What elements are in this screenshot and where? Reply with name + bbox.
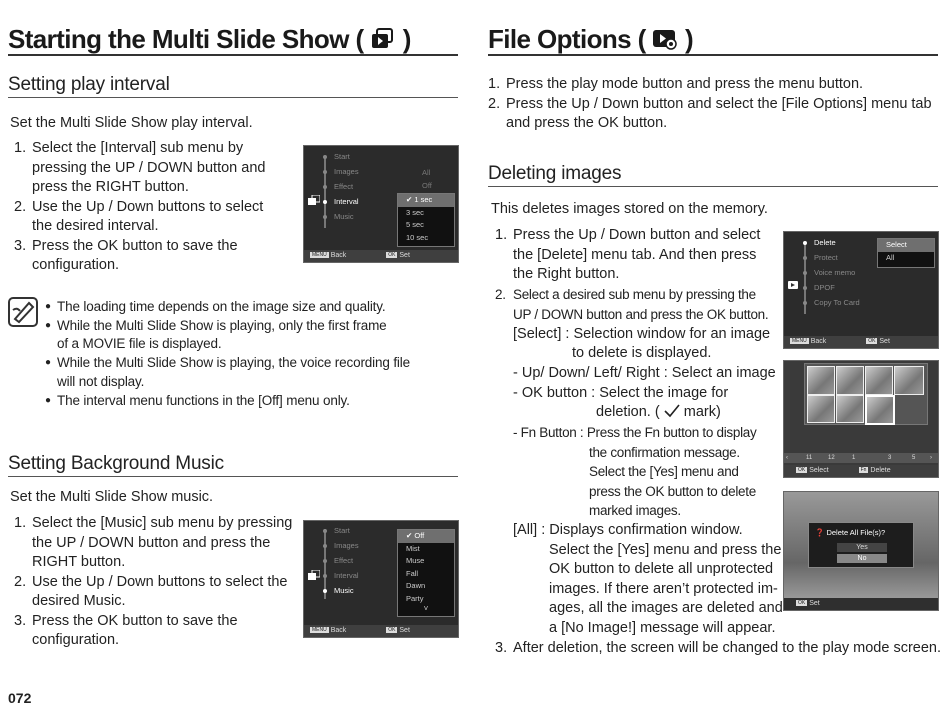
interval-steps xyxy=(14,139,299,276)
menu-dot xyxy=(803,301,807,305)
interval-options xyxy=(397,193,455,247)
screen-option-label: 5 sec xyxy=(406,220,424,229)
check-mark-icon xyxy=(664,404,684,420)
screen-option xyxy=(878,252,934,265)
step-line: Use the Up / Down buttons to select the xyxy=(32,573,288,590)
note-item xyxy=(45,298,455,317)
select-label: Select xyxy=(809,467,829,474)
note-line: of a MOVIE file is displayed. xyxy=(57,336,222,352)
thumbnail-grid xyxy=(804,363,928,425)
delete-step-2 xyxy=(495,285,785,324)
text-line: Select the [Yes] menu and xyxy=(589,464,739,479)
screen-option xyxy=(398,555,454,568)
step-item xyxy=(14,139,299,198)
no-option[interactable]: No xyxy=(837,554,887,563)
menu-key: MENU xyxy=(792,338,807,344)
screen-option-label: Select xyxy=(886,240,907,249)
menu-key: MENU xyxy=(312,252,327,258)
fn-description xyxy=(513,423,783,521)
step-item xyxy=(488,75,943,95)
step-line: the UP / DOWN button and press the xyxy=(32,534,271,551)
menu-dot xyxy=(323,215,327,219)
thumbnail xyxy=(894,366,924,395)
screen-option xyxy=(398,568,454,581)
note-icon xyxy=(8,297,38,332)
screen-menu-item: Interval xyxy=(334,571,359,580)
music-menu-screen xyxy=(303,520,459,638)
text-line: images. If there aren’t protected im- xyxy=(549,580,778,597)
menu-dot xyxy=(323,170,327,174)
step-line: Press the OK button to save the xyxy=(32,237,238,254)
step-line: desired Music. xyxy=(32,593,126,609)
screen-footer xyxy=(304,250,458,262)
text-line: [All] : Displays confirmation window. xyxy=(513,522,743,538)
screen-menu-item: Start xyxy=(334,152,350,161)
note-line: ● The interval menu functions in the [Off] menu only. xyxy=(57,392,350,408)
back-label: Back xyxy=(810,338,827,345)
step-number: 2. xyxy=(488,95,501,112)
right-page-title: File Options ( ) xyxy=(488,24,693,58)
heading-rule xyxy=(8,476,458,477)
screen-option xyxy=(398,194,454,207)
menu-dot xyxy=(323,574,327,578)
menu-dot xyxy=(803,256,807,260)
note-item xyxy=(45,354,455,391)
text-line: the confirmation message. xyxy=(589,444,740,460)
step-number: 1. xyxy=(14,140,27,156)
slide-show-tab-icon xyxy=(308,570,320,582)
screen-option xyxy=(398,219,454,232)
thumbnail xyxy=(836,366,864,395)
image-number: 3 xyxy=(888,455,892,461)
step-number: 2. xyxy=(495,287,506,302)
step-line: Select the [Interval] sub menu by xyxy=(32,140,244,156)
screen-option xyxy=(398,207,454,220)
check-icon: ✔ xyxy=(406,531,415,540)
ok-description-cont: deletion. ( mark) xyxy=(596,404,721,420)
step-number: 1. xyxy=(488,76,501,92)
step-line: and press the OK button. xyxy=(506,115,668,131)
set-label: Set xyxy=(399,252,410,259)
step-line: the Right button. xyxy=(513,266,620,282)
step-number: 3. xyxy=(495,640,508,656)
text-line: ages, all the images are deleted and xyxy=(549,600,783,616)
text-line: a [No Image!] message will appear. xyxy=(549,619,776,636)
step-line: Select the [Music] sub menu by pressing xyxy=(32,515,293,531)
step-number: 2. xyxy=(14,573,27,590)
ok-description: - OK button : Select the image for xyxy=(513,385,729,401)
screen-option-label: Fall xyxy=(406,568,419,578)
menu-dot xyxy=(803,241,807,245)
file-options-tab-icon xyxy=(788,280,800,292)
delete-step-1 xyxy=(495,226,785,285)
menu-dot xyxy=(323,589,327,593)
note-line: ● While the Multi Slide Show is playing, only the first frame xyxy=(57,317,387,333)
text-line: - Fn Button : Press the Fn button to display xyxy=(513,425,757,440)
menu-dot xyxy=(323,200,327,204)
screen-menu-item: Interval xyxy=(334,197,359,206)
interval-intro: Set the Multi Slide Show play interval. xyxy=(10,115,253,131)
music-heading: Setting Background Music xyxy=(8,453,224,474)
image-number: 1 xyxy=(852,455,856,461)
step-line: Press the play mode button and press the menu button. xyxy=(506,76,864,92)
ok-key: OK xyxy=(388,252,396,258)
screen-option-label: Mist xyxy=(406,543,420,553)
heading-rule xyxy=(488,186,938,187)
effect-value: Off xyxy=(422,181,432,190)
screen-menu-item: Protect xyxy=(814,253,838,262)
thumbnail-selected xyxy=(865,395,895,425)
chevron-down-icon: ˅ xyxy=(423,604,429,613)
screen-menu-item: Images xyxy=(334,541,359,550)
screen-menu-item: Music xyxy=(334,212,354,221)
step-line: configuration. xyxy=(32,632,120,648)
menu-dot xyxy=(323,155,327,159)
step-item xyxy=(14,198,299,237)
delete-confirm-screen xyxy=(783,491,939,611)
screen-menu-item: Delete xyxy=(814,238,836,247)
image-number: 5 xyxy=(912,455,916,461)
step-line: the [Delete] menu tab. And then press xyxy=(513,246,757,263)
delete-options xyxy=(877,238,935,268)
images-value: All xyxy=(422,168,431,177)
file-options-steps xyxy=(488,75,943,134)
step-number: 2. xyxy=(14,198,27,215)
thumbnail xyxy=(807,366,835,395)
screen-menu-item: Start xyxy=(334,526,350,535)
screen-option xyxy=(878,239,934,252)
thumbnail xyxy=(865,366,893,395)
interval-menu-screen xyxy=(303,145,459,263)
chevron-left-icon: ‹ xyxy=(786,455,788,461)
image-select-screen xyxy=(783,360,939,478)
set-label: Set xyxy=(879,338,890,345)
left-page-title: Starting the Multi Slide Show ( ) xyxy=(8,24,411,58)
note-line: will not display. xyxy=(57,373,145,389)
image-number: 11 xyxy=(806,455,813,461)
step-line: After deletion, the screen will be changed to the play mode screen. xyxy=(513,640,942,656)
text-line: OK button to delete all unprotected xyxy=(549,561,774,577)
note-item xyxy=(45,392,455,411)
screen-option-label: Muse xyxy=(406,556,425,565)
step-line: Press the OK button to save the xyxy=(32,612,238,629)
thumbnail xyxy=(836,395,864,423)
title-rule xyxy=(8,54,458,56)
screen-footer xyxy=(784,336,938,348)
thumbnail xyxy=(807,395,835,423)
menu-dot xyxy=(803,271,807,275)
step-line: Press the Up / Down button and select xyxy=(513,227,761,243)
screen-option-label: Off xyxy=(414,531,425,540)
interval-heading: Setting play interval xyxy=(8,74,170,95)
step-line: Press the Up / Down button and select the [File Options] menu tab xyxy=(506,95,932,112)
step-item xyxy=(495,285,785,324)
step-line: Use the Up / Down buttons to select xyxy=(32,198,264,215)
screen-option-label: 3 sec xyxy=(406,207,424,217)
step-item xyxy=(14,612,304,651)
menu-key: MENU xyxy=(312,627,327,633)
step-number: 1. xyxy=(14,515,27,531)
image-number: 12 xyxy=(828,455,835,461)
screen-option xyxy=(398,530,454,543)
ok-key: OK xyxy=(798,600,806,606)
step-item xyxy=(495,226,785,285)
ok-key: OK xyxy=(798,467,806,473)
note-line: ● The loading time depends on the image size and quality. xyxy=(57,299,386,314)
screen-option xyxy=(398,543,454,556)
yes-option[interactable]: Yes xyxy=(837,543,887,552)
question-icon: ❓ xyxy=(815,528,825,537)
music-steps xyxy=(14,514,304,651)
screen-menu-item: Music xyxy=(334,586,354,595)
step-line: the desired interval. xyxy=(32,218,159,234)
step-line: UP / DOWN button and press the OK button. xyxy=(513,306,769,322)
screen-footer xyxy=(304,625,458,637)
confirm-question: ❓ Delete All File(s)? xyxy=(815,528,886,537)
text-line: Select the [Yes] menu and press the xyxy=(549,541,782,558)
back-label: Back xyxy=(330,627,347,634)
select-description-cont: to delete is displayed. xyxy=(572,345,712,361)
ok-key: OK xyxy=(388,627,396,633)
step-item xyxy=(14,573,304,612)
text-line: marked images. xyxy=(589,503,681,518)
set-label: Set xyxy=(809,600,820,607)
step-number: 1. xyxy=(495,227,508,243)
text-line: press the OK button to delete xyxy=(589,483,756,499)
slide-show-tab-icon xyxy=(308,195,320,207)
screen-menu-item: DPOF xyxy=(814,283,835,292)
step-line: RIGHT button. xyxy=(32,554,126,570)
music-options xyxy=(397,529,455,617)
screen-menu-item: Effect xyxy=(334,182,354,191)
screen-option-label: All xyxy=(886,252,895,262)
screen-menu-item: Copy To Card xyxy=(814,298,860,307)
screen-option xyxy=(398,232,454,245)
ok-key: OK xyxy=(868,338,876,344)
step-line: configuration. xyxy=(32,257,120,273)
screen-option-label: Dawn xyxy=(406,581,426,590)
delete-intro: This deletes images stored on the memory. xyxy=(491,201,768,217)
step-item xyxy=(488,95,943,134)
confirm-dialog xyxy=(808,522,914,568)
back-label: Back xyxy=(330,252,347,259)
all-description xyxy=(513,521,783,638)
menu-dot xyxy=(323,185,327,189)
select-description: [Select] : Selection window for an image xyxy=(513,326,771,342)
delete-label: Delete xyxy=(870,467,891,474)
screen-option-label: 1 sec xyxy=(414,195,433,204)
screen-menu-item: Voice memo xyxy=(814,268,856,277)
updown-description: - Up/ Down/ Left/ Right : Select an image xyxy=(513,365,776,381)
screen-footer xyxy=(784,465,938,477)
screen-option-label: 10 sec xyxy=(406,232,429,242)
image-number-strip xyxy=(784,453,938,463)
menu-dot xyxy=(323,544,327,548)
note-item xyxy=(45,317,455,354)
step-line: pressing the UP / DOWN button and xyxy=(32,159,266,176)
set-label: Set xyxy=(399,627,410,634)
step-item xyxy=(495,639,945,659)
delete-heading: Deleting images xyxy=(488,163,622,184)
menu-dot xyxy=(803,286,807,290)
screen-menu-item: Images xyxy=(334,167,359,176)
screen-footer xyxy=(784,598,938,610)
screen-menu-item: Effect xyxy=(334,556,354,565)
chevron-right-icon: › xyxy=(930,455,932,461)
menu-dot xyxy=(323,529,327,533)
title-rule xyxy=(488,54,938,56)
step-number: 3. xyxy=(14,237,27,254)
page-number: 072 xyxy=(8,690,32,706)
step-line: press the RIGHT button. xyxy=(32,179,189,195)
step-item xyxy=(14,514,304,573)
note-line: ● While the Multi Slide Show is playing, the voice recording file xyxy=(57,355,410,371)
screen-option xyxy=(398,580,454,593)
step-line: Select a desired sub menu by pressing the xyxy=(513,287,756,302)
delete-menu-screen xyxy=(783,231,939,349)
delete-step-3 xyxy=(495,639,945,659)
check-icon: ✔ xyxy=(406,195,415,204)
step-number: 3. xyxy=(14,612,27,629)
screen-option-label: Party xyxy=(406,593,424,603)
notes-list xyxy=(45,298,455,410)
fn-key: Fn xyxy=(860,467,867,473)
menu-dot xyxy=(323,559,327,563)
heading-rule xyxy=(8,97,458,98)
music-intro: Set the Multi Slide Show music. xyxy=(10,489,214,505)
step-item xyxy=(14,237,299,276)
